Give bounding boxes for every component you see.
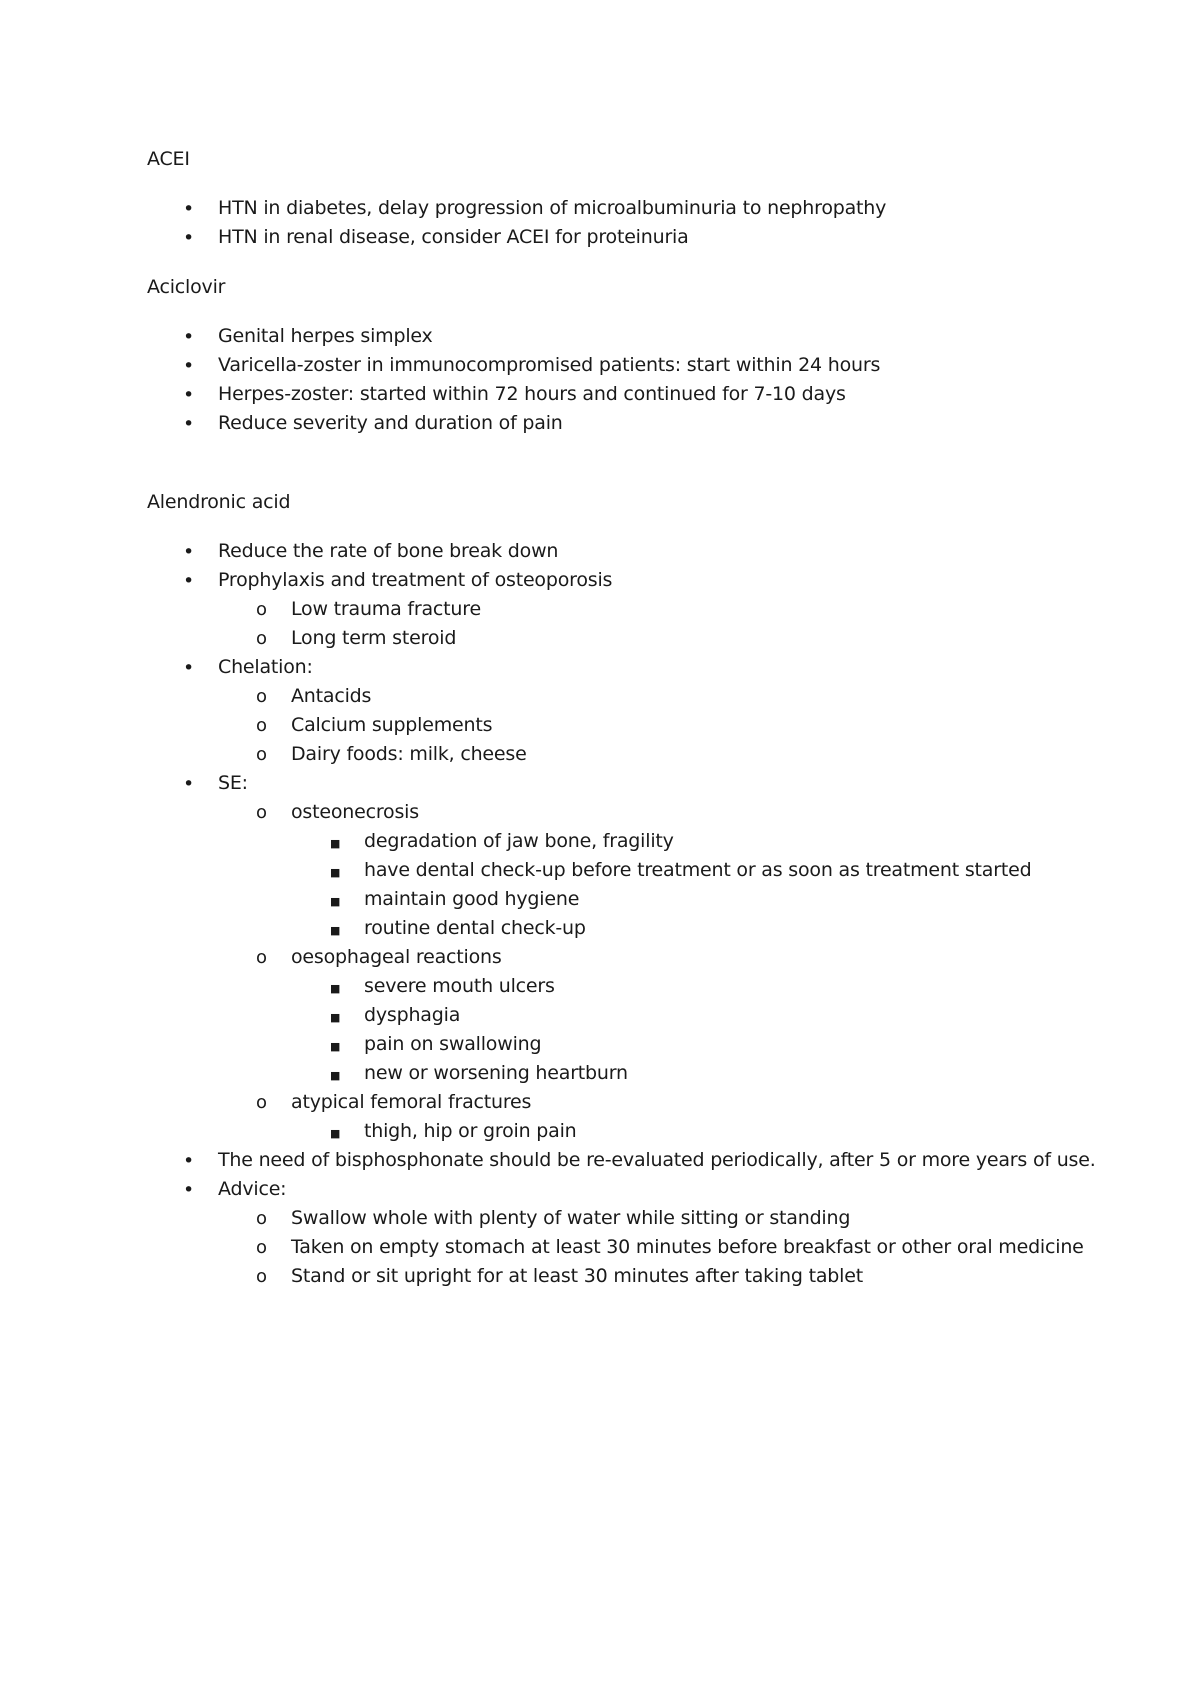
square-bullet-marker: ■ [330, 895, 341, 908]
square-bullet-marker: ■ [330, 1040, 341, 1053]
list-item: routine dental check-up [364, 917, 586, 939]
sub-bullet-marker: o [256, 1092, 268, 1113]
list-item: Calcium supplements [291, 714, 493, 736]
list-item: Taken on empty stomach at least 30 minutes before breakfast or other oral medicine [291, 1236, 1084, 1258]
list-item: Dairy foods: milk, cheese [291, 743, 527, 765]
bullet-marker: • [183, 1179, 195, 1201]
square-bullet-marker: ■ [330, 837, 341, 850]
list-item: thigh, hip or groin pain [364, 1120, 577, 1142]
sub-bullet-marker: o [256, 686, 268, 707]
square-bullet-marker: ■ [330, 1069, 341, 1082]
list-item: have dental check-up before treatment or as soon as treatment started [364, 859, 1032, 881]
sub-bullet-marker: o [256, 947, 268, 968]
bullet-marker: • [183, 541, 195, 563]
square-bullet-marker: ■ [330, 982, 341, 995]
square-bullet-marker: ■ [330, 1127, 341, 1140]
list-item: Prophylaxis and treatment of osteoporosis [218, 569, 613, 591]
list-item: HTN in renal disease, consider ACEI for proteinuria [218, 226, 689, 248]
sub-bullet-marker: o [256, 802, 268, 823]
bullet-marker: • [183, 355, 195, 377]
list-item: The need of bisphosphonate should be re-evaluated periodically, after 5 or more years of use. [218, 1149, 1096, 1171]
section-title-alendronic-acid: Alendronic acid [147, 491, 291, 513]
sub-bullet-marker: o [256, 1266, 268, 1287]
section-title-aciclovir: Aciclovir [147, 276, 226, 298]
list-item: oesophageal reactions [291, 946, 502, 968]
list-item: severe mouth ulcers [364, 975, 555, 997]
sub-bullet-marker: o [256, 1208, 268, 1229]
list-item: Reduce the rate of bone break down [218, 540, 559, 562]
sub-bullet-marker: o [256, 599, 268, 620]
bullet-marker: • [183, 227, 195, 249]
square-bullet-marker: ■ [330, 1011, 341, 1024]
bullet-marker: • [183, 657, 195, 679]
list-item: Antacids [291, 685, 372, 707]
bullet-marker: • [183, 413, 195, 435]
square-bullet-marker: ■ [330, 866, 341, 879]
square-bullet-marker: ■ [330, 924, 341, 937]
list-item: Herpes-zoster: started within 72 hours and continued for 7-10 days [218, 383, 846, 405]
list-item: SE: [218, 772, 248, 794]
section-title-acei: ACEI [147, 148, 190, 170]
list-item: dysphagia [364, 1004, 461, 1026]
list-item: Swallow whole with plenty of water while sitting or standing [291, 1207, 851, 1229]
sub-bullet-marker: o [256, 744, 268, 765]
sub-bullet-marker: o [256, 628, 268, 649]
bullet-marker: • [183, 326, 195, 348]
list-item: Advice: [218, 1178, 287, 1200]
list-item: atypical femoral fractures [291, 1091, 532, 1113]
bullet-marker: • [183, 1150, 195, 1172]
list-item: Reduce severity and duration of pain [218, 412, 563, 434]
list-item: new or worsening heartburn [364, 1062, 628, 1084]
list-item: osteonecrosis [291, 801, 419, 823]
list-item: Stand or sit upright for at least 30 minutes after taking tablet [291, 1265, 863, 1287]
list-item: maintain good hygiene [364, 888, 580, 910]
list-item: Long term steroid [291, 627, 457, 649]
list-item: Genital herpes simplex [218, 325, 433, 347]
list-item: pain on swallowing [364, 1033, 542, 1055]
list-item: Varicella-zoster in immunocompromised patients: start within 24 hours [218, 354, 881, 376]
bullet-marker: • [183, 384, 195, 406]
list-item: Chelation: [218, 656, 313, 678]
bullet-marker: • [183, 570, 195, 592]
sub-bullet-marker: o [256, 715, 268, 736]
bullet-marker: • [183, 198, 195, 220]
bullet-marker: • [183, 773, 195, 795]
list-item: degradation of jaw bone, fragility [364, 830, 674, 852]
sub-bullet-marker: o [256, 1237, 268, 1258]
list-item: Low trauma fracture [291, 598, 481, 620]
list-item: HTN in diabetes, delay progression of microalbuminuria to nephropathy [218, 197, 887, 219]
